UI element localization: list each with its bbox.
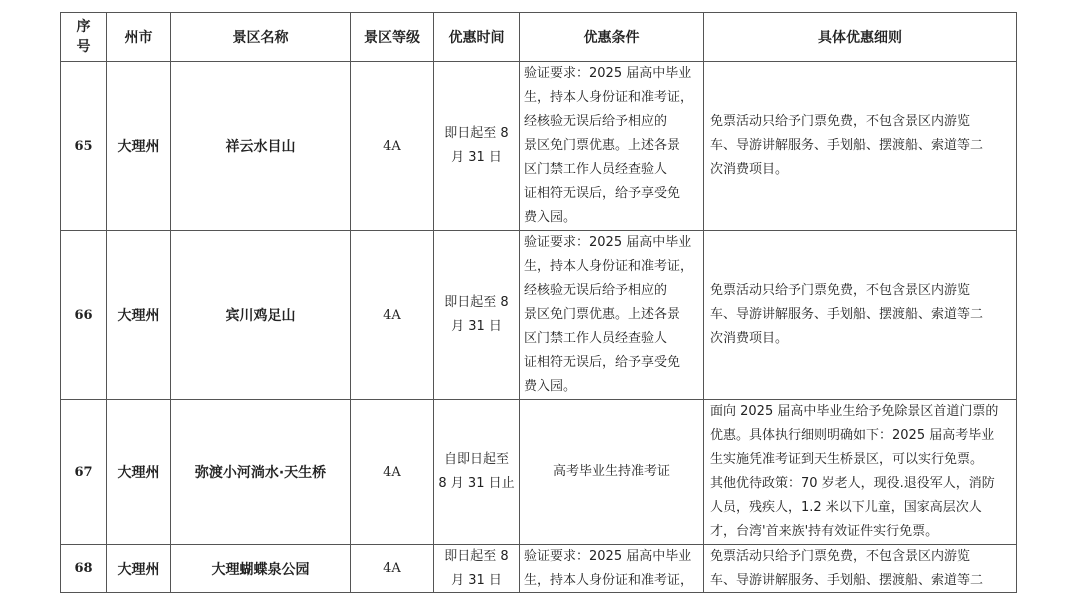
cell-detail-line: 生实施凭准考证到天生桥景区，可以实行免票。 [710, 452, 984, 467]
cell-time-line: 月 31 日 [451, 150, 502, 165]
cell-condition-line: 验证要求：2025 届高中毕业 [524, 235, 692, 250]
cell-condition-line: 生，持本人身份证和准考证， [524, 259, 694, 274]
cell-detail [704, 400, 1017, 545]
header-detail: 具体优惠细则 [704, 13, 1017, 62]
cell-city: 大理州 [107, 62, 171, 231]
table-row [61, 400, 1017, 545]
cell-condition [520, 62, 704, 231]
cell-detail-line: 次消费项目。 [710, 162, 789, 177]
cell-condition-line: 经核验无误后给予相应的 [524, 283, 668, 298]
header-time: 优惠时间 [434, 13, 520, 62]
cell-time-line: 月 31 日 [451, 319, 502, 334]
cell-scenic-name: 宾川鸡足山 [171, 231, 351, 400]
cell-time [434, 400, 520, 545]
header-name: 景区名称 [171, 13, 351, 62]
cell-detail-line: 车、导游讲解服务、手划船、摆渡船、索道等二 [710, 307, 984, 322]
cell-condition-line: 证相符无误后，给予享受免 [524, 355, 681, 370]
cell-condition-line: 经核验无误后给予相应的 [524, 114, 668, 129]
scenic-discount-table [60, 12, 1017, 593]
cell-detail [704, 231, 1017, 400]
cell-seq: 67 [61, 400, 107, 545]
cell-condition-line: 区门禁工作人员经查验人 [524, 331, 668, 346]
cell-detail-line: 人员，残疾人，1.2 米以下儿童，国家高层次人 [710, 500, 982, 515]
cell-detail-line: 免票活动只给予门票免费，不包含景区内游览 [710, 549, 971, 564]
cell-level: 4A [351, 400, 434, 545]
cell-time-line: 自即日起至 [443, 452, 509, 467]
cell-condition-line: 费入园。 [524, 379, 577, 394]
cell-level: 4A [351, 62, 434, 231]
table-row [61, 545, 1017, 593]
table-header-row [61, 13, 1017, 62]
cell-seq: 65 [61, 62, 107, 231]
cell-time-line: 8 月 31 日止 [438, 476, 515, 491]
cell-detail-line: 车、导游讲解服务、手划船、摆渡船、索道等二 [710, 573, 984, 588]
table-row [61, 231, 1017, 400]
cell-time [434, 231, 520, 400]
cell-city: 大理州 [107, 400, 171, 545]
cell-detail-line: 其他优待政策：70 岁老人，现役.退役军人，消防 [710, 476, 995, 491]
cell-time [434, 62, 520, 231]
cell-condition-line: 验证要求：2025 届高中毕业 [524, 66, 692, 81]
cell-condition [520, 400, 704, 545]
cell-time-line: 即日起至 8 [444, 126, 509, 141]
cell-condition-line: 生，持本人身份证和准考证， [524, 573, 694, 588]
cell-condition-line: 证相符无误后，给予享受免 [524, 186, 681, 201]
header-seq [61, 13, 107, 62]
cell-city: 大理州 [107, 545, 171, 593]
cell-condition-line: 验证要求：2025 届高中毕业 [524, 549, 692, 564]
cell-condition-line: 生，持本人身份证和准考证， [524, 90, 694, 105]
cell-detail-line: 免票活动只给予门票免费，不包含景区内游览 [710, 114, 971, 129]
cell-condition-line: 区门禁工作人员经查验人 [524, 162, 668, 177]
cell-seq: 68 [61, 545, 107, 593]
cell-time-line: 即日起至 8 [444, 549, 509, 564]
cell-city: 大理州 [107, 231, 171, 400]
header-city: 州市 [107, 13, 171, 62]
cell-condition [520, 545, 704, 593]
header-level: 景区等级 [351, 13, 434, 62]
cell-scenic-name: 祥云水目山 [171, 62, 351, 231]
cell-detail [704, 62, 1017, 231]
header-seq-line1: 序 [76, 19, 91, 35]
cell-condition-line: 费入园。 [524, 210, 577, 225]
cell-scenic-name: 大理蝴蝶泉公园 [171, 545, 351, 593]
cell-detail-line: 面向 2025 届高中毕业生给予免除景区首道门票的 [710, 404, 999, 419]
cell-time-line: 即日起至 8 [444, 295, 509, 310]
cell-seq: 66 [61, 231, 107, 400]
cell-scenic-name: 弥渡小河淌水·天生桥 [171, 400, 351, 545]
cell-condition-line: 高考毕业生持准考证 [552, 464, 670, 479]
cell-time [434, 545, 520, 593]
cell-detail-line: 才，台湾'首来族'持有效证件实行免票。 [710, 524, 939, 539]
cell-detail-line: 车、导游讲解服务、手划船、摆渡船、索道等二 [710, 138, 984, 153]
cell-detail-line: 优惠。具体执行细则明确如下：2025 届高考毕业 [710, 428, 995, 443]
cell-condition-line: 景区免门票优惠。上述各景 [524, 307, 681, 322]
header-condition: 优惠条件 [520, 13, 704, 62]
header-seq-line2: 号 [76, 39, 91, 55]
cell-detail-line: 免票活动只给予门票免费，不包含景区内游览 [710, 283, 971, 298]
cell-level: 4A [351, 545, 434, 593]
table-body [61, 62, 1017, 593]
cell-detail-line: 次消费项目。 [710, 331, 789, 346]
cell-level: 4A [351, 231, 434, 400]
cell-detail [704, 545, 1017, 593]
cell-time-line: 月 31 日 [451, 573, 502, 588]
cell-condition [520, 231, 704, 400]
table-row [61, 62, 1017, 231]
cell-condition-line: 景区免门票优惠。上述各景 [524, 138, 681, 153]
